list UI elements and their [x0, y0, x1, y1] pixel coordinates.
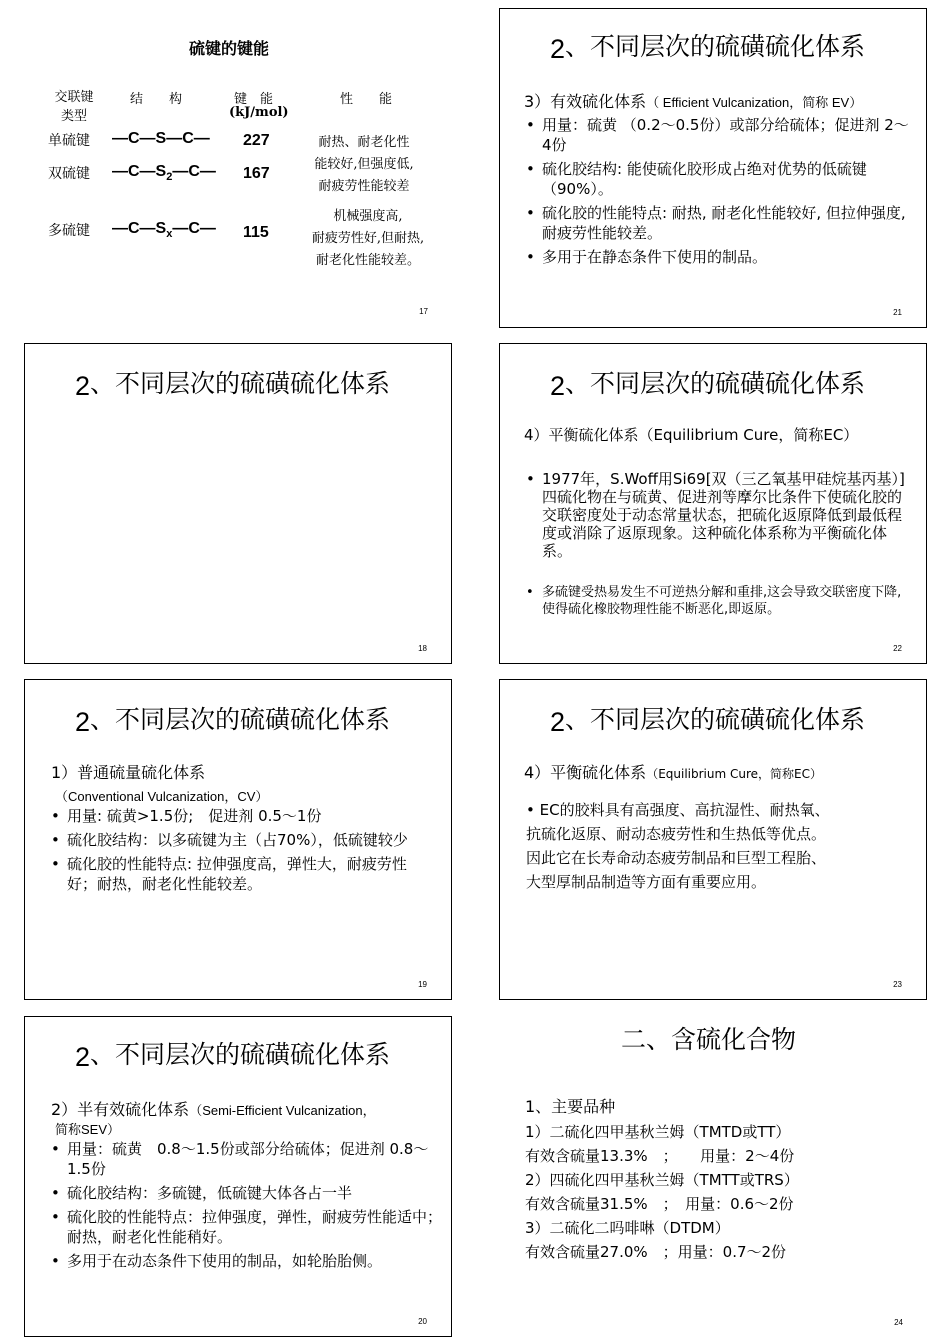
bullet-list: [51, 806, 435, 898]
slide-title: 二、含硫化合物: [621, 1025, 797, 1054]
row-type-double: 双硫键: [48, 166, 90, 182]
slide-24: [499, 1016, 927, 1337]
header-energy-unit: (kJ/mol): [229, 105, 289, 120]
header-property: 性 能: [340, 92, 393, 107]
slide-title: 2、不同层次的硫磺硫化体系: [550, 369, 866, 401]
slide-21: [499, 8, 927, 328]
section-heading: 3）有效硫化体系（ Efficient Vulcanization，简称 EV）: [524, 92, 863, 111]
list-item: • 硫化胶结构：多硫键，低硫键大体各占一半: [51, 1183, 435, 1203]
slide-title: 2、不同层次的硫磺硫化体系: [75, 369, 391, 401]
row-formula-single: —C—S—C—: [112, 130, 210, 147]
list-item: • 硫化胶的性能特点: 耐热, 耐老化性能较好, 但拉伸强度, 耐疲劳性能较差。: [526, 203, 910, 243]
list-item: • 多用于在静态条件下使用的制品。: [526, 247, 910, 267]
slide-title: 2、不同层次的硫磺硫化体系: [75, 705, 391, 737]
row-energy-single: 227: [243, 132, 270, 149]
list-item: • 硫化胶的性能特点: 拉伸强度高，弹性大，耐疲劳性好；耐热，耐老化性能较差。: [51, 854, 435, 894]
section-heading: 4）平衡硫化体系（Equilibrium Cure，简称EC）: [524, 426, 859, 444]
section-note: 简称SEV）: [55, 1122, 121, 1137]
page-number: 19: [418, 980, 427, 989]
row-energy-double: 167: [243, 165, 270, 182]
slide-18: [24, 343, 452, 664]
row-type-single: 单硫键: [48, 133, 90, 149]
page-number: 17: [419, 307, 428, 316]
slide-title: 2、不同层次的硫磺硫化体系: [550, 705, 866, 737]
slide-20: [24, 1016, 452, 1337]
section-heading: 1）普通硫量硫化体系: [51, 763, 206, 782]
section-heading: 2）半有效硫化体系（Semi-Efficient Vulcanization，: [51, 1100, 376, 1119]
page-number: 24: [894, 1318, 903, 1327]
section-note: （Conventional Vulcanization，CV）: [55, 789, 269, 804]
bullet-list: [526, 470, 910, 564]
section-heading: 4）平衡硫化体系（Equilibrium Cure，简称EC）: [524, 763, 822, 782]
list-item: • 硫化胶结构: 能使硫化胶形成占绝对优势的低硫键（90%）。: [526, 159, 910, 199]
page-number: 23: [893, 980, 902, 989]
slide-title: 2、不同层次的硫磺硫化体系: [75, 1040, 391, 1072]
list-item: • 1977年，S.Woff用Si69[双（三乙氧基甲硅烷基丙基）]四硫化物在与硫黄、促进剂等摩尔比条件下使硫化胶的交联密度处于动态常量状态，把硫化返原降低到最低程度或消除了返原现象。这种硫化体系称为平衡硫化体系。: [526, 470, 910, 560]
section-heading: 1、主要品种: [525, 1097, 616, 1116]
slide-22: [499, 343, 927, 664]
slide-17: [24, 8, 452, 326]
page-number: 22: [893, 644, 902, 653]
list-item: • 用量: 硫黄>1.5份; 促进剂 0.5～1份: [51, 806, 435, 826]
header-structure: 结 构: [130, 92, 183, 107]
page-number: 21: [893, 308, 902, 317]
slide-title: 2、不同层次的硫磺硫化体系: [550, 32, 866, 64]
list-item: • 硫化胶的性能特点：拉伸强度，弹性，耐疲劳性能适中； 耐热，耐老化性能稍好。: [51, 1207, 435, 1247]
list-item: • 多用于在动态条件下使用的制品，如轮胎胎侧。: [51, 1251, 435, 1271]
bullet-list-small: [526, 584, 906, 622]
list-item: • 用量：硫黄 （0.2～0.5份）或部分给硫体；促进剂 2～4份: [526, 115, 910, 155]
row-prop-single: 耐热、耐老化性 能较好,但强度低, 耐疲劳性能较差: [314, 135, 414, 194]
list-item: • 用量：硫黄 0.8～1.5份或部分给硫体；促进剂 0.8～1.5份: [51, 1139, 435, 1179]
bullet-list: [526, 115, 910, 271]
row-formula-double: $—C—S_2—C—$: [112, 163, 216, 184]
header-type: 交联键类型: [54, 90, 94, 124]
page-number: 18: [418, 644, 427, 653]
row-prop-multi: 机械强度高, 耐疲劳性好,但耐热, 耐老化性能较差。: [311, 209, 425, 268]
row-formula-multi: $—C—S_x—C—$: [112, 220, 216, 241]
row-type-multi: 多硫键: [48, 223, 90, 239]
page-number: 20: [418, 1317, 427, 1326]
bullet-list: [51, 1139, 450, 1275]
row-energy-multi: 115: [243, 224, 269, 241]
list-item: • 多硫键受热易发生不可逆热分解和重排,这会导致交联密度下降,使得硫化橡胶物理性能不断恶化,即返原。: [526, 584, 906, 618]
body-text: • EC的胶料具有高强度、高抗湿性、耐热氧、 抗硫化返原、耐动态疲劳性和生热低等优点。 因此它在长寿命动态疲劳制品和巨型工程胎、 大型厚制品制造等方面有重要应用。: [526, 801, 830, 891]
slide-23: [499, 679, 927, 1000]
header-energy: 键 能: [234, 92, 274, 107]
list-item: • 硫化胶结构：以多硫键为主（占70%），低硫键较少: [51, 830, 435, 850]
slide-19: [24, 679, 452, 1000]
body-text: 1）二硫化四甲基秋兰姆（TMTD或TT） 有效含硫量13.3% ； 用量：2～4份 2）四硫化四甲基秋兰姆（TMTT或TRS） 有效含硫量31.5% ； 用量：0.6～2份 3）二硫化二吗啡啉（DTDM） 有效含硫量27.0% ；用量：0.7～2份: [525, 1123, 799, 1261]
slide-17-title: 硫键的键能: [189, 39, 270, 58]
